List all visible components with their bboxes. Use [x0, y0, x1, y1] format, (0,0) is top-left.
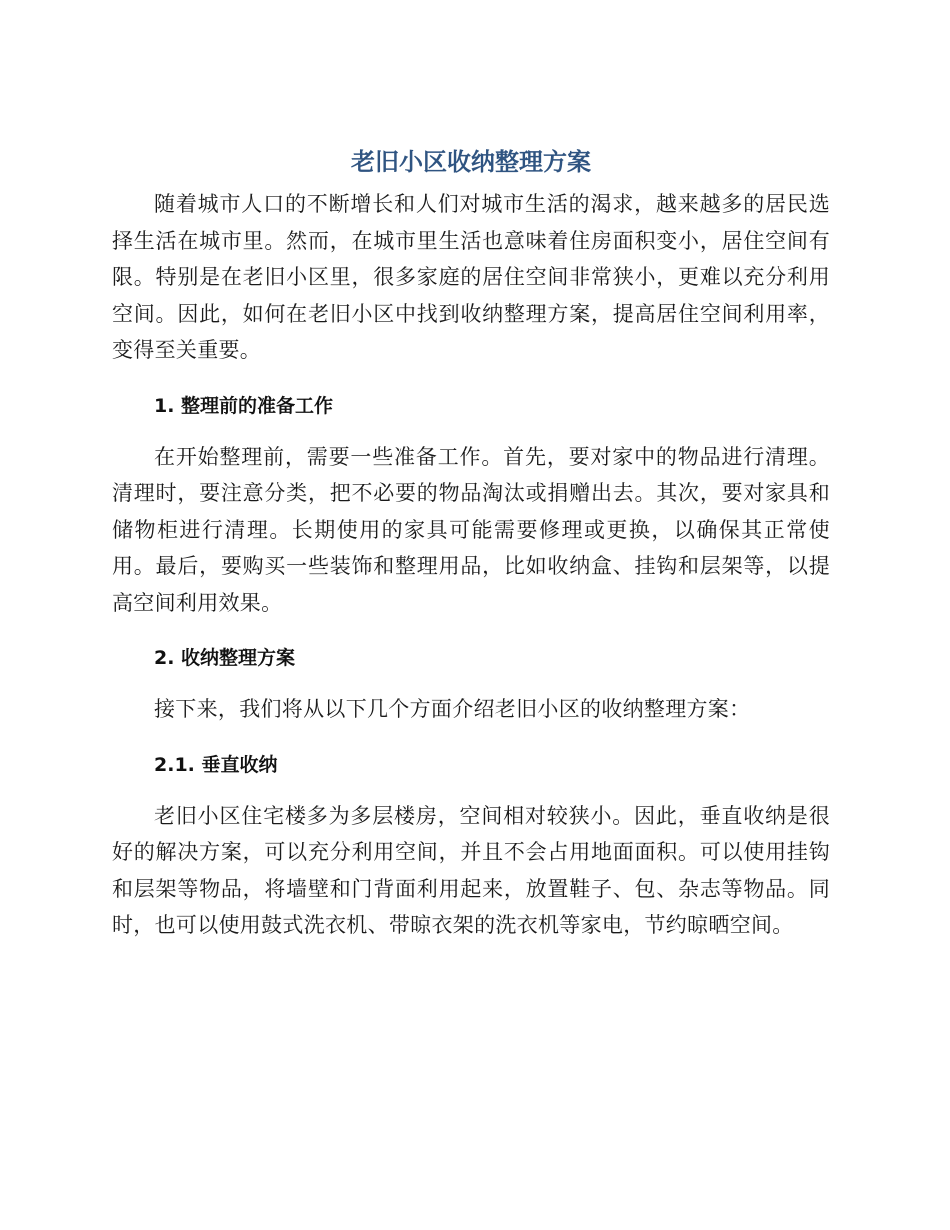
- intro-paragraph: 随着城市人口的不断增长和人们对城市生活的渴求，越来越多的居民选择生活在城市里。然而，在城市里生活也意味着住房面积变小，居住空间有限。特别是在老旧小区里，很多家庭的居住空间非常狭小，更难以充分利用空间。因此，如何在老旧小区中找到收纳整理方案，提高居住空间利用率，变得至关重要。: [112, 192, 830, 362]
- document-page: [112, 138, 830, 944]
- document-title: 老旧小区收纳整理方案: [351, 148, 591, 176]
- section-2-1-paragraph: 老旧小区住宅楼多为多层楼房，空间相对较狭小。因此，垂直收纳是很好的解决方案，可以充分利用空间，并且不会占用地面面积。可以使用挂钩和层架等物品，将墙壁和门背面利用起来，放置鞋子、包、杂志等物品。同时，也可以使用鼓式洗衣机、带晾衣架的洗衣机等家电，节约晾晒空间。: [112, 803, 830, 937]
- section-2-1-heading: 2.1. 垂直收纳: [154, 753, 278, 776]
- section-2-heading: 2. 收纳整理方案: [154, 647, 296, 669]
- spacer: [112, 728, 830, 750]
- spacer: [112, 421, 830, 439]
- spacer: [112, 369, 830, 391]
- spacer: [112, 673, 830, 691]
- section-2-paragraph: 接下来，我们将从以下几个方面介绍老旧小区的收纳整理方案：: [154, 697, 751, 721]
- spacer: [112, 780, 830, 798]
- section-1-heading: 1. 整理前的准备工作: [154, 394, 334, 417]
- section-1-paragraph: 在开始整理前，需要一些准备工作。首先，要对家中的物品进行清理。清理时，要注意分类，把不必要的物品淘汰或捐赠出去。其次，要对家具和储物柜进行清理。长期使用的家具可能需要修理或更换，以确保其正常使用。最后，要购买一些装饰和整理用品，比如收纳盒、挂钩和层架等，以提高空间利用效果。: [112, 444, 830, 615]
- spacer: [112, 621, 830, 643]
